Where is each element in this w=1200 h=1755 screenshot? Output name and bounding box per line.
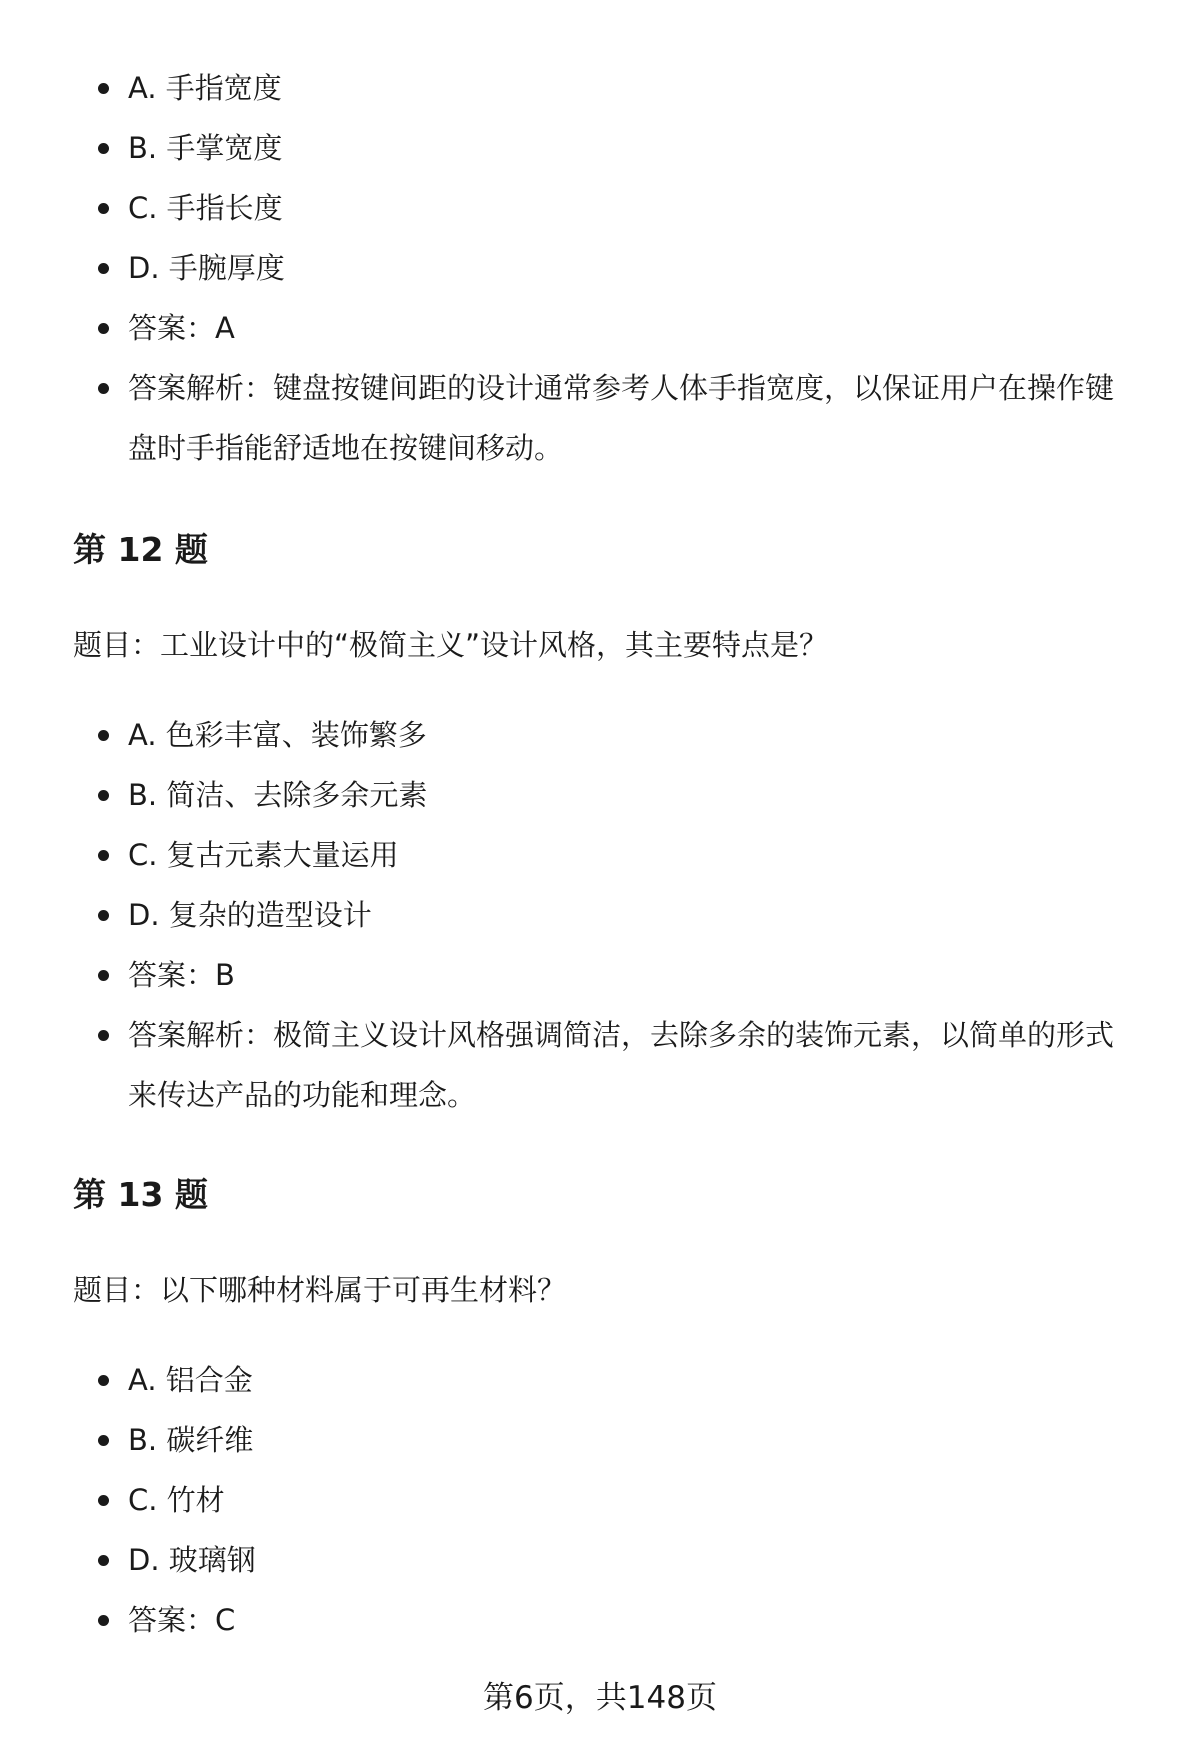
q13-stem: 题目：以下哪种材料属于可再生材料？ xyxy=(73,1273,567,1307)
q12-title: 第 12 题 xyxy=(73,530,208,569)
q13-answer: 答案：C xyxy=(0,1590,1200,1650)
q12-option-a: A. 色彩丰富、装饰繁多 xyxy=(0,705,1200,765)
q13-option-list xyxy=(0,1350,1200,1650)
q12-option-d: D. 复杂的造型设计 xyxy=(0,885,1200,945)
q12-option-c: C. 复古元素大量运用 xyxy=(0,825,1200,885)
page-number-footer: 第6页，共148页 xyxy=(483,1680,717,1716)
q12-explanation: 答案解析：极简主义设计风格强调简洁，去除多余的装饰元素，以简单的形式来传达产品的功能和理念。 xyxy=(0,1005,1200,1125)
q13-option-d: D. 玻璃钢 xyxy=(0,1530,1200,1590)
q13-option-b: B. 碳纤维 xyxy=(0,1410,1200,1470)
q13-option-c: C. 竹材 xyxy=(0,1470,1200,1530)
q11-option-a: A. 手指宽度 xyxy=(0,58,1200,118)
q12-option-list xyxy=(0,705,1200,1125)
q13-title: 第 13 题 xyxy=(73,1175,208,1214)
q11-explanation: 答案解析：键盘按键间距的设计通常参考人体手指宽度，以保证用户在操作键盘时手指能舒适地在按键间移动。 xyxy=(0,358,1200,478)
q12-answer: 答案：B xyxy=(0,945,1200,1005)
q12-stem: 题目：工业设计中的“极简主义”设计风格，其主要特点是？ xyxy=(73,628,829,662)
q11-answer: 答案：A xyxy=(0,298,1200,358)
q11-option-c: C. 手指长度 xyxy=(0,178,1200,238)
q11-option-list xyxy=(0,58,1200,478)
q13-option-a: A. 铝合金 xyxy=(0,1350,1200,1410)
q12-option-b: B. 简洁、去除多余元素 xyxy=(0,765,1200,825)
q11-option-d: D. 手腕厚度 xyxy=(0,238,1200,298)
q11-option-b: B. 手掌宽度 xyxy=(0,118,1200,178)
